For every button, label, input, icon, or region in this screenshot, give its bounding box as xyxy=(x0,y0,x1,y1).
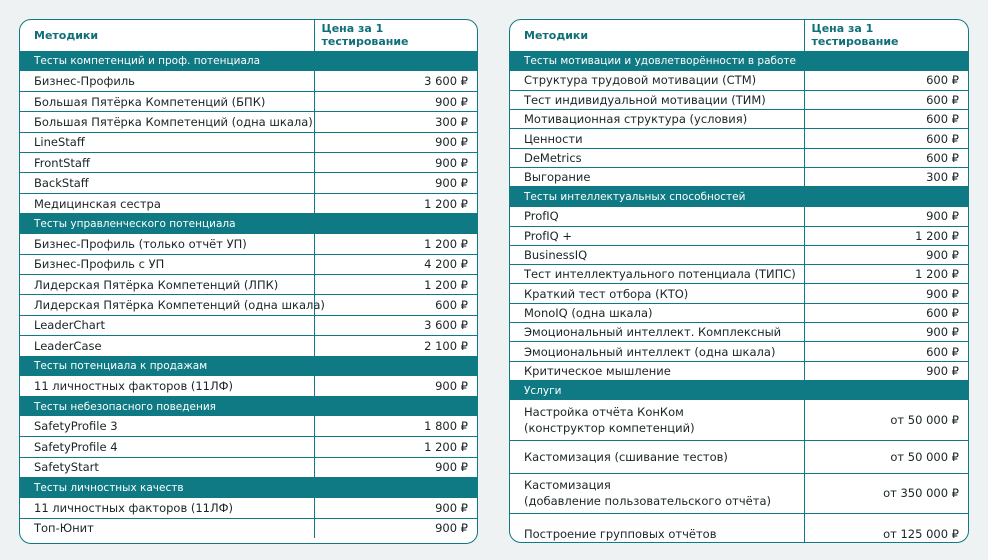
method-name-text: SafetyProfile 4 xyxy=(34,440,118,455)
table-row xyxy=(20,275,477,295)
method-name xyxy=(510,323,804,342)
price-value: 900 ₽ xyxy=(314,518,477,538)
table-row xyxy=(20,437,477,457)
price-value: 1 200 ₽ xyxy=(314,193,477,213)
price-value: 900 ₽ xyxy=(314,132,477,152)
method-name xyxy=(510,226,804,245)
method-name xyxy=(20,336,314,356)
method-name xyxy=(20,71,314,91)
price-value: 900 ₽ xyxy=(804,323,968,342)
method-name xyxy=(510,265,804,284)
method-name-text: Бизнес-Профиль с УП xyxy=(34,257,165,272)
price-value: 900 ₽ xyxy=(804,284,968,303)
column-header-method: Методики xyxy=(20,20,314,51)
table-row xyxy=(510,303,968,322)
method-name-text: Выгорание xyxy=(524,170,591,185)
table-row xyxy=(510,323,968,342)
method-name xyxy=(510,400,804,440)
price-table-left xyxy=(19,19,478,544)
method-name xyxy=(20,437,314,457)
method-name xyxy=(20,518,314,538)
table-row xyxy=(510,440,968,473)
method-name-text: Мотивационная структура (условия) xyxy=(524,112,748,127)
price-value: 3 600 ₽ xyxy=(314,71,477,91)
method-name xyxy=(20,153,314,173)
price-value: 3 600 ₽ xyxy=(314,315,477,335)
section-header-row xyxy=(20,214,477,234)
method-name-text: BackStaff xyxy=(34,176,89,191)
table-row xyxy=(20,254,477,274)
method-name xyxy=(510,513,804,543)
table-row xyxy=(510,226,968,245)
method-name-text: LineStaff xyxy=(34,135,85,150)
table-row xyxy=(510,400,968,440)
section-title: Тесты личностных качеств xyxy=(20,478,477,498)
table-row xyxy=(20,132,477,152)
table-row xyxy=(20,416,477,436)
table-row xyxy=(510,90,968,109)
price-value: 900 ₽ xyxy=(804,361,968,380)
price-value: 600 ₽ xyxy=(314,295,477,315)
price-table xyxy=(20,20,477,538)
method-name-text: Структура трудовой мотивации (СТМ) xyxy=(524,73,757,88)
price-value: 1 200 ₽ xyxy=(314,275,477,295)
method-name xyxy=(510,71,804,90)
method-name-text: BusinessIQ xyxy=(524,248,588,263)
price-value: 300 ₽ xyxy=(804,167,968,186)
price-value: 600 ₽ xyxy=(804,90,968,109)
method-name-text: Кастомизация xyxy=(524,478,611,493)
section-title: Тесты потенциала к продажам xyxy=(20,356,477,376)
method-name xyxy=(20,112,314,132)
method-name-text: ProfIQ + xyxy=(524,228,573,243)
method-name xyxy=(510,284,804,303)
table-row xyxy=(510,513,968,543)
price-value: от 350 000 ₽ xyxy=(804,473,968,513)
method-name xyxy=(20,234,314,254)
method-name-text: SafetyProfile 3 xyxy=(34,419,118,434)
method-name-text: MonoIQ (одна шкала) xyxy=(524,305,653,320)
price-value: 900 ₽ xyxy=(804,245,968,264)
section-header-row xyxy=(20,396,477,416)
method-name-text: Бизнес-Профиль xyxy=(34,73,135,88)
method-name-text: 11 личностных факторов (11ЛФ) xyxy=(34,379,234,394)
price-value: 2 100 ₽ xyxy=(314,336,477,356)
price-value: 600 ₽ xyxy=(804,110,968,129)
table-row xyxy=(20,193,477,213)
price-value: 1 800 ₽ xyxy=(314,416,477,436)
section-header-row xyxy=(510,380,968,400)
section-header-row xyxy=(20,478,477,498)
table-row xyxy=(20,91,477,111)
method-name xyxy=(20,275,314,295)
table-row xyxy=(20,315,477,335)
method-name-text: Бизнес-Профиль (только отчёт УП) xyxy=(34,236,247,251)
price-value: 900 ₽ xyxy=(314,173,477,193)
price-value: 1 200 ₽ xyxy=(804,226,968,245)
method-name xyxy=(510,167,804,186)
table-row xyxy=(20,376,477,396)
table-row xyxy=(20,234,477,254)
section-title: Тесты небезопасного поведения xyxy=(20,396,477,416)
method-name-text: SafetyStart xyxy=(34,460,99,475)
section-header-row xyxy=(20,356,477,376)
method-name-note: (конструктор компетенций) xyxy=(524,421,695,436)
column-header-price: Цена за 1 тестирование xyxy=(804,20,968,51)
method-name xyxy=(510,473,804,513)
price-value: 900 ₽ xyxy=(314,153,477,173)
method-name-text: Медицинская сестра xyxy=(34,196,161,211)
price-value: 600 ₽ xyxy=(804,71,968,90)
method-name-text: Топ-Юнит xyxy=(34,521,94,536)
method-name xyxy=(510,245,804,264)
section-title: Услуги xyxy=(510,380,968,400)
method-name xyxy=(510,148,804,167)
table-row xyxy=(20,336,477,356)
section-title: Тесты компетенций и проф. потенциала xyxy=(20,51,477,71)
method-name xyxy=(20,416,314,436)
method-name xyxy=(20,254,314,274)
price-table xyxy=(510,20,968,543)
price-value: 900 ₽ xyxy=(314,376,477,396)
method-name xyxy=(20,132,314,152)
method-name xyxy=(20,91,314,111)
price-value: 900 ₽ xyxy=(314,498,477,518)
method-name-text: Тест индивидуальной мотивации (ТИМ) xyxy=(524,92,766,107)
price-value: 600 ₽ xyxy=(804,129,968,148)
table-row xyxy=(20,153,477,173)
method-name xyxy=(20,173,314,193)
price-value: от 50 000 ₽ xyxy=(804,400,968,440)
table-row xyxy=(510,473,968,513)
table-row xyxy=(510,167,968,186)
method-name-text: Тест интеллектуального потенциала (ТИПС) xyxy=(524,267,796,282)
method-name-text: Критическое мышление xyxy=(524,363,671,378)
table-row xyxy=(510,342,968,361)
method-name xyxy=(20,315,314,335)
section-title: Тесты управленческого потенциала xyxy=(20,214,477,234)
method-name-text: LeaderChart xyxy=(34,318,106,333)
method-name xyxy=(510,342,804,361)
table-row xyxy=(510,361,968,380)
section-header-row xyxy=(510,187,968,207)
price-value: 300 ₽ xyxy=(314,112,477,132)
table-row xyxy=(20,457,477,477)
method-name-text: FrontStaff xyxy=(34,155,90,170)
column-header-price: Цена за 1 тестирование xyxy=(314,20,477,51)
method-name xyxy=(20,498,314,518)
method-name xyxy=(20,376,314,396)
method-name xyxy=(510,303,804,322)
section-title: Тесты интеллектуальных способностей xyxy=(510,187,968,207)
method-name xyxy=(510,440,804,473)
method-name-text: Большая Пятёрка Компетенций (БПК) xyxy=(34,94,266,109)
table-row xyxy=(510,245,968,264)
price-value: 1 200 ₽ xyxy=(314,234,477,254)
method-name-text: Большая Пятёрка Компетенций (одна шкала) xyxy=(34,114,313,129)
table-row xyxy=(510,284,968,303)
table-header-row xyxy=(20,20,477,51)
price-value: 1 200 ₽ xyxy=(314,437,477,457)
price-table-right xyxy=(509,19,969,543)
price-value: 900 ₽ xyxy=(314,457,477,477)
section-title: Тесты мотивации и удовлетворённости в работе xyxy=(510,51,968,71)
method-name-text: 11 личностных факторов (11ЛФ) xyxy=(34,500,234,515)
method-name-text: Построение групповых отчётов xyxy=(524,526,717,541)
price-value: 4 200 ₽ xyxy=(314,254,477,274)
table-header-row xyxy=(510,20,968,51)
column-header-method: Методики xyxy=(510,20,804,51)
method-name-text: Настройка отчёта КонКом xyxy=(524,405,684,420)
table-row xyxy=(20,295,477,315)
table-row xyxy=(510,207,968,226)
table-row xyxy=(20,518,477,538)
price-value: 600 ₽ xyxy=(804,148,968,167)
table-row xyxy=(510,129,968,148)
method-name-text: DeMetrics xyxy=(524,150,582,165)
method-name xyxy=(20,295,325,315)
table-row xyxy=(510,71,968,90)
price-value: 600 ₽ xyxy=(804,303,968,322)
method-name xyxy=(510,207,804,226)
price-value: от 50 000 ₽ xyxy=(804,440,968,473)
method-name xyxy=(20,193,314,213)
table-row xyxy=(20,498,477,518)
price-value: 900 ₽ xyxy=(804,207,968,226)
method-name-text: LeaderCase xyxy=(34,338,102,353)
price-value: от 125 000 ₽ xyxy=(804,513,968,543)
table-row xyxy=(20,173,477,193)
method-name-text: Эмоциональный интеллект (одна шкала) xyxy=(524,344,776,359)
method-name xyxy=(510,361,804,380)
method-name xyxy=(20,457,314,477)
method-name-text: Ценности xyxy=(524,131,583,146)
table-row xyxy=(20,71,477,91)
method-name-text: Лидерская Пятёрка Компетенций (одна шкала) xyxy=(34,298,325,313)
method-name xyxy=(510,90,804,109)
method-name-note: (добавление пользовательского отчёта) xyxy=(524,494,771,509)
method-name-text: Лидерская Пятёрка Компетенций (ЛПК) xyxy=(34,277,279,292)
method-name-text: Кастомизация (сшивание тестов) xyxy=(524,449,728,464)
table-row xyxy=(510,148,968,167)
table-row xyxy=(20,112,477,132)
price-value: 900 ₽ xyxy=(314,91,477,111)
method-name xyxy=(510,129,804,148)
method-name-text: Краткий тест отбора (КТО) xyxy=(524,286,689,301)
table-row xyxy=(510,265,968,284)
method-name xyxy=(510,110,804,129)
table-row xyxy=(510,110,968,129)
price-value: 1 200 ₽ xyxy=(804,265,968,284)
section-header-row xyxy=(510,51,968,71)
section-header-row xyxy=(20,51,477,71)
price-value: 600 ₽ xyxy=(804,342,968,361)
method-name-text: Эмоциональный интеллект. Комплексный xyxy=(524,325,782,340)
method-name-text: ProfIQ xyxy=(524,209,559,224)
